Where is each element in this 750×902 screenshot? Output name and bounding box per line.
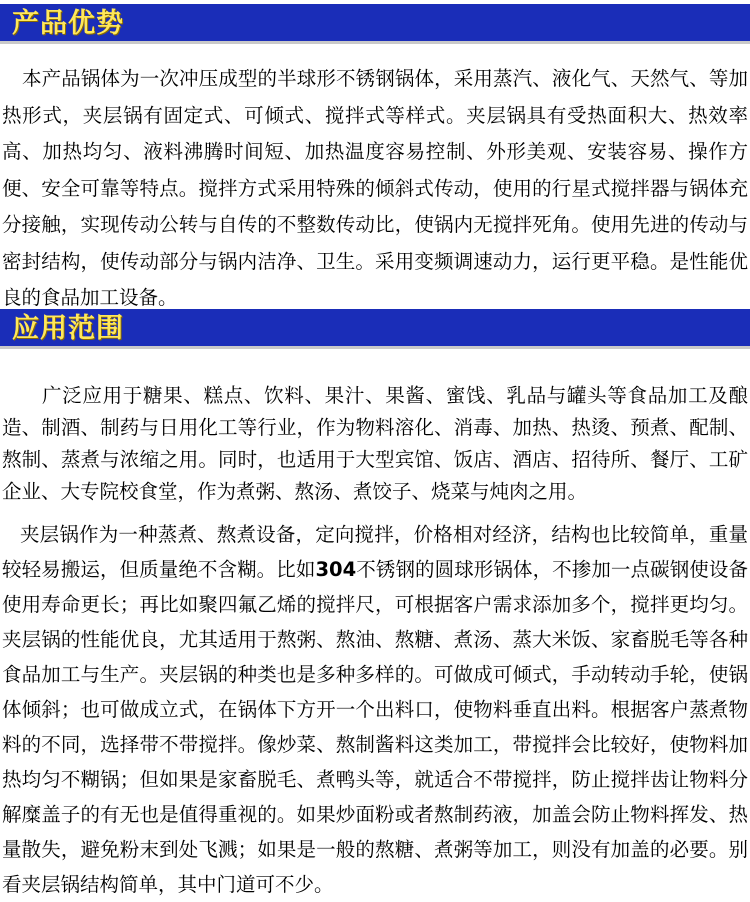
section-title-applications: 应用范围 xyxy=(12,313,124,344)
paragraph-text-end: 不锈钢的圆球形锅体，不掺加一点碳钢使设备使用寿命更长；再比如聚四氟乙烯的搅拌尺，可根据客户需求添加多个，搅拌更均匀。夹层锅的性能优良，尤其适用于熬粥、熬油、熬糖、煮汤、蒸大米饭、家畜脱毛等各种食品加工与生产。夹层锅的种类也是多种多样的。可做成可倾式，手动转动手轮，使锅体倾斜；也可做成立式，在锅体下方开一个出料口，使物料垂直出料。根据客户蒸煮物料的不同，选择带不带搅拌。像炒菜、熬制酱料这类加工，带搅拌会比较好，使物料加热均匀不糊锅；但如果是家畜脱毛、煮鸭头等，就适合不带搅拌，防止搅拌齿让物料分解糜盖子的有无也是值得重视的。如果炒面粉或者熬制药液，加盖会防止物料挥发、热量散失，避免粉末到处飞溅；如果是一般的熬糖、煮粥等加工，则没有加盖的必要。别看夹层锅结构简单，其中门道可不少。 xyxy=(2,558,748,896)
advantages-paragraph: 本产品锅体为一次冲压成型的半球形不锈钢锅体，采用蒸汽、液化气、天然气、等加热形式，夹层锅有固定式、可倾式、搅拌式等样式。夹层锅具有受热面积大、热效率高、加热均匀、液料沸腾时间短、加热温度容易控制、外形美观、安装容易、操作方便、安全可靠等特点。搅拌方式采用特殊的倾斜式传动，使用的行星式搅拌器与锅体充分接触，实现传动公转与自传的不整数传动比，使锅内无搅拌死角。使用先进的传动与密封结构，使传动部分与锅内洁净、卫生。采用变频调速动力，运行更平稳。是性能优良的食品加工设备。 xyxy=(2,67,748,309)
section-header-applications xyxy=(0,309,750,349)
paragraph-text-start: 夹层锅作为一种蒸煮、熬煮设备，定向搅拌，价格相对经济，结构也比较简单，重量较轻易搬运，但质量绝不含糊。比如 xyxy=(2,523,748,581)
section-title-advantages: 产品优势 xyxy=(12,8,124,39)
applications-paragraph: 广泛应用于糖果、糕点、饮料、果汁、果酱、蜜饯、乳品与罐头等食品加工及酿造、制酒、制药与日用化工等行业，作为物料溶化、消毒、加热、热烫、预煮、配制、熬制、蒸煮与浓缩之用。同时，也适用于大型宾馆、饭店、酒店、招待所、餐厅、工矿企业、大专院校食堂，作为煮粥、熬汤、煮饺子、烧菜与炖肉之用。 xyxy=(2,384,748,503)
steel-grade-number: 304 xyxy=(315,558,357,581)
section-header-advantages xyxy=(0,4,750,44)
jacketed-kettle-paragraph xyxy=(2,517,748,902)
